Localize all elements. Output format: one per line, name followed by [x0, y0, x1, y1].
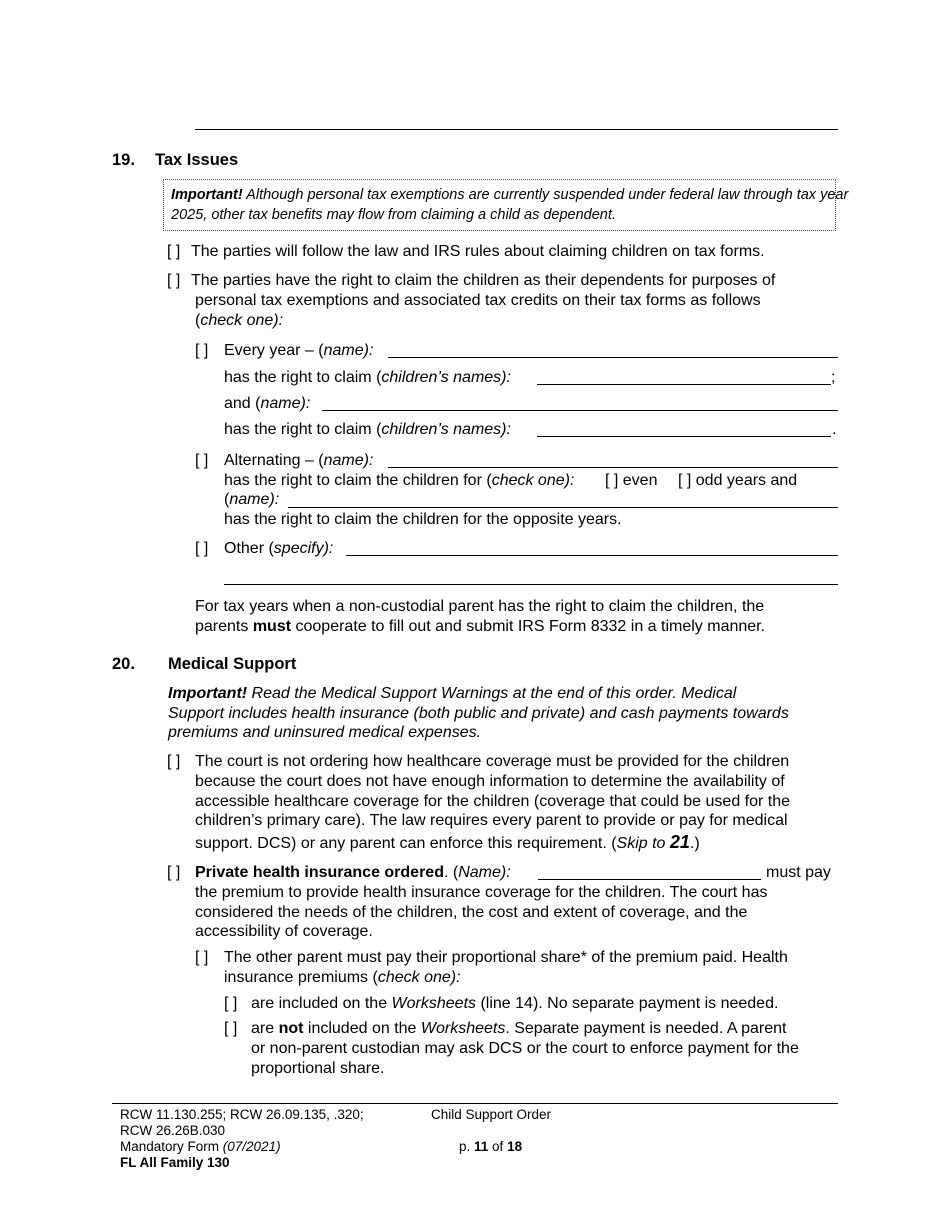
tax-note-line-1: For tax years when a non-custodial parent has the right to claim the children, the: [195, 598, 765, 615]
children-names-field-2[interactable]: [537, 436, 831, 437]
claim-line: has the right to claim (children’s names):: [224, 369, 511, 386]
odd-years-option[interactable]: [ ] odd years and: [678, 472, 798, 489]
premiums-not-included-option: [ ] are not included on the Worksheets. Separate payment is needed. A parent: [224, 1020, 787, 1037]
section-19-number: 19.: [112, 151, 135, 169]
alternating-option: [ ] Alternating – (name):: [195, 452, 374, 469]
medical-important-2: Support includes health insurance (both public and private) and cash payments towards: [168, 705, 789, 722]
checkbox[interactable]: [ ]: [224, 995, 238, 1012]
top-rule: [195, 129, 838, 130]
every-year-name-field[interactable]: [388, 357, 838, 358]
tax-option-right-to-claim: [ ] The parties have the right to claim the children as their dependents for purposes of: [167, 272, 776, 289]
other-option: [ ] Other (specify):: [195, 540, 334, 557]
checkbox[interactable]: [ ]: [167, 864, 181, 881]
even-years-option[interactable]: [ ] even: [605, 472, 658, 489]
text-line: the premium to provide health insurance coverage for the children. The court has: [195, 884, 768, 901]
text-line: personal tax exemptions and associated tax credits on their tax forms as follows: [195, 292, 761, 309]
alternating-name-field[interactable]: [388, 467, 838, 468]
important-box: [163, 179, 849, 231]
section-20-title: Medical Support: [168, 655, 297, 673]
checkbox[interactable]: [ ]: [195, 949, 209, 966]
opposite-years-text: has the right to claim the children for the opposite years.: [224, 511, 622, 528]
important-label: Important!: [171, 187, 243, 203]
and-name-field[interactable]: [322, 410, 838, 411]
text-line: accessibility of coverage.: [195, 923, 373, 940]
semicolon: ;: [831, 369, 836, 386]
text-line: or non-parent custodian may ask DCS or the court to enforce payment for the: [251, 1040, 799, 1057]
text-line: considered the needs of the children, the cost and extent of coverage, and the: [195, 904, 748, 921]
text-line: (check one):: [195, 312, 284, 329]
other-specify-field-2[interactable]: [224, 584, 838, 585]
footer-page-number: p. 11 of 18: [459, 1139, 523, 1154]
footer-mandatory: Mandatory Form (07/2021): [120, 1139, 281, 1154]
alternating-other-name: (name):: [224, 491, 280, 508]
text-line: accessible healthcare coverage for the children (coverage that could be used for the: [195, 793, 791, 810]
important-text: Although personal tax exemptions are currently suspended under federal law through tax year: [242, 187, 849, 203]
checkbox[interactable]: [ ]: [224, 1020, 238, 1037]
every-year-option: [ ] Every year – (name):: [195, 342, 374, 359]
period: .: [832, 421, 837, 438]
text-line: because the court does not have enough information to determine the availability of: [195, 773, 785, 790]
footer-rule: [112, 1103, 838, 1104]
checkbox[interactable]: [ ]: [195, 540, 209, 557]
alternating-other-name-field[interactable]: [288, 507, 838, 508]
alternating-years-line: has the right to claim the children for (check one):: [224, 472, 575, 489]
text-line: insurance premiums (check one):: [224, 969, 461, 986]
tax-option-follow-law: [ ] The parties will follow the law and IRS rules about claiming children on tax forms.: [167, 243, 765, 260]
medical-important-3: premiums and uninsured medical expenses.: [168, 724, 482, 741]
private-insurance-option: [ ] Private health insurance ordered. (Name):: [167, 864, 511, 881]
premiums-included-option: [ ] are included on the Worksheets (line 14). No separate payment is needed.: [224, 995, 779, 1012]
other-parent-share-option: [ ] The other parent must pay their proportional share* of the premium paid. Health: [195, 949, 788, 966]
section-20-number: 20.: [112, 655, 135, 673]
checkbox[interactable]: [ ]: [195, 342, 209, 359]
important-text-2: 2025, other tax benefits may flow from claiming a child as dependent.: [171, 207, 616, 223]
tax-note-line-2: parents must cooperate to fill out and submit IRS Form 8332 in a timely manner.: [195, 618, 766, 635]
text-line: support. DCS) or any parent can enforce this requirement. (Skip to 21.): [195, 832, 700, 852]
and-name-line: and (name):: [224, 395, 311, 412]
private-insurance-name-field[interactable]: [538, 879, 761, 880]
must-pay-text: must pay: [766, 864, 831, 881]
text-line: proportional share.: [251, 1060, 385, 1077]
checkbox[interactable]: [ ]: [167, 272, 181, 289]
other-specify-field[interactable]: [346, 555, 838, 556]
footer-rcw-2: RCW 26.26B.030: [120, 1123, 226, 1138]
section-19-title: Tax Issues: [155, 151, 239, 169]
medical-important-1: Important! Read the Medical Support Warnings at the end of this order. Medical: [168, 685, 737, 702]
children-names-field-1[interactable]: [537, 384, 831, 385]
checkbox[interactable]: [ ]: [167, 243, 181, 260]
checkbox[interactable]: [ ]: [195, 452, 209, 469]
footer-title: Child Support Order: [431, 1107, 552, 1122]
footer-rcw-1: RCW 11.130.255; RCW 26.09.135, .320;: [120, 1107, 364, 1122]
medical-option-not-ordering: [ ] The court is not ordering how healthcare coverage must be provided for the children: [167, 753, 790, 770]
text-line: children’s primary care). The law requires every parent to provide or pay for medical: [195, 812, 788, 829]
checkbox[interactable]: [ ]: [167, 753, 181, 770]
claim-line: has the right to claim (children’s names):: [224, 421, 511, 438]
footer-form-id: FL All Family 130: [120, 1155, 230, 1170]
